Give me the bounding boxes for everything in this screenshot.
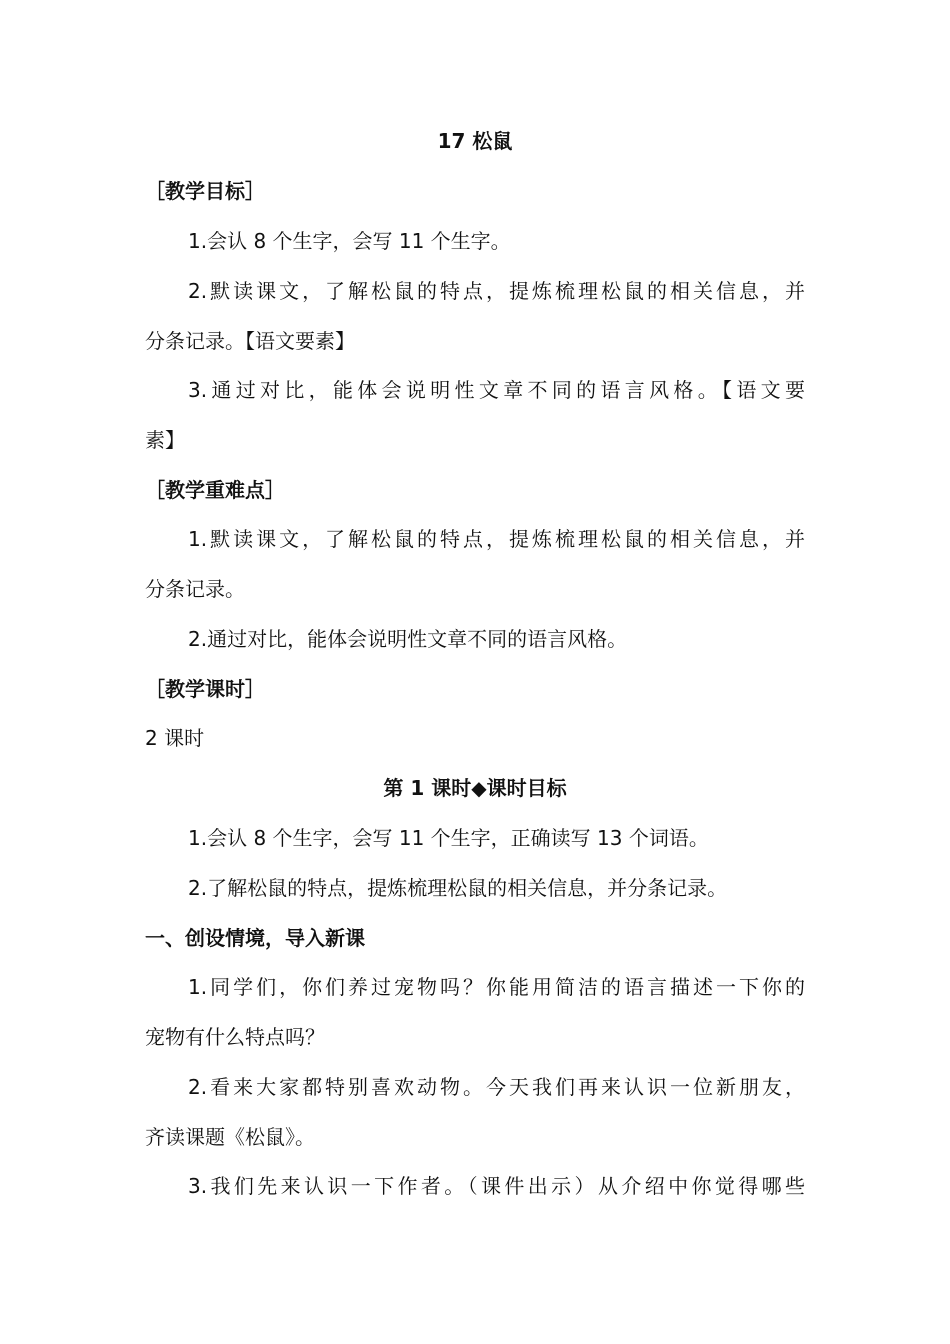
- keypoint-1-line-2: 分条记录。: [145, 577, 245, 601]
- hours-value: 2 课时: [145, 726, 205, 750]
- hours-heading: ［教学课时］: [145, 677, 265, 701]
- objective-1: 1.会认 8 个生字，会写 11 个生字。: [188, 229, 511, 253]
- step-2-line-1: 2.看来大家都特别喜欢动物。今天我们再来认识一位新朋友，: [188, 1075, 805, 1099]
- part-1-heading: 一、创设情境，导入新课: [145, 926, 365, 950]
- step-1-line-2: 宠物有什么特点吗？: [145, 1025, 325, 1049]
- keypoint-2: 2.通过对比，能体会说明性文章不同的语言风格。: [188, 627, 628, 651]
- objective-3-line-1: 3.通过对比，能体会说明性文章不同的语言风格。【语文要: [188, 378, 805, 402]
- objectives-heading: ［教学目标］: [145, 179, 265, 203]
- objective-2-line-2: 分条记录。【语文要素】: [145, 329, 355, 353]
- step-3-line-1: 3.我们先来认识一下作者。（课件出示）从介绍中你觉得哪些: [188, 1174, 805, 1198]
- lesson-1-goal-2: 2.了解松鼠的特点，提炼梳理松鼠的相关信息，并分条记录。: [188, 876, 728, 900]
- step-2-line-2: 齐读课题《松鼠》。: [145, 1125, 315, 1149]
- step-1-line-1: 1.同学们，你们养过宠物吗？你能用简洁的语言描述一下你的: [188, 975, 805, 999]
- keypoint-1-line-1: 1.默读课文，了解松鼠的特点，提炼梳理松鼠的相关信息，并: [188, 527, 805, 551]
- keypoints-heading: ［教学重难点］: [145, 478, 285, 502]
- objective-3-line-2: 素】: [145, 428, 185, 452]
- page-title: 17 松鼠: [437, 129, 513, 153]
- lesson-1-goal-1: 1.会认 8 个生字，会写 11 个生字，正确读写 13 个词语。: [188, 826, 709, 850]
- lesson-1-heading: 第 1 课时◆课时目标: [383, 776, 567, 800]
- objective-2-line-1: 2.默读课文，了解松鼠的特点，提炼梳理松鼠的相关信息，并: [188, 279, 805, 303]
